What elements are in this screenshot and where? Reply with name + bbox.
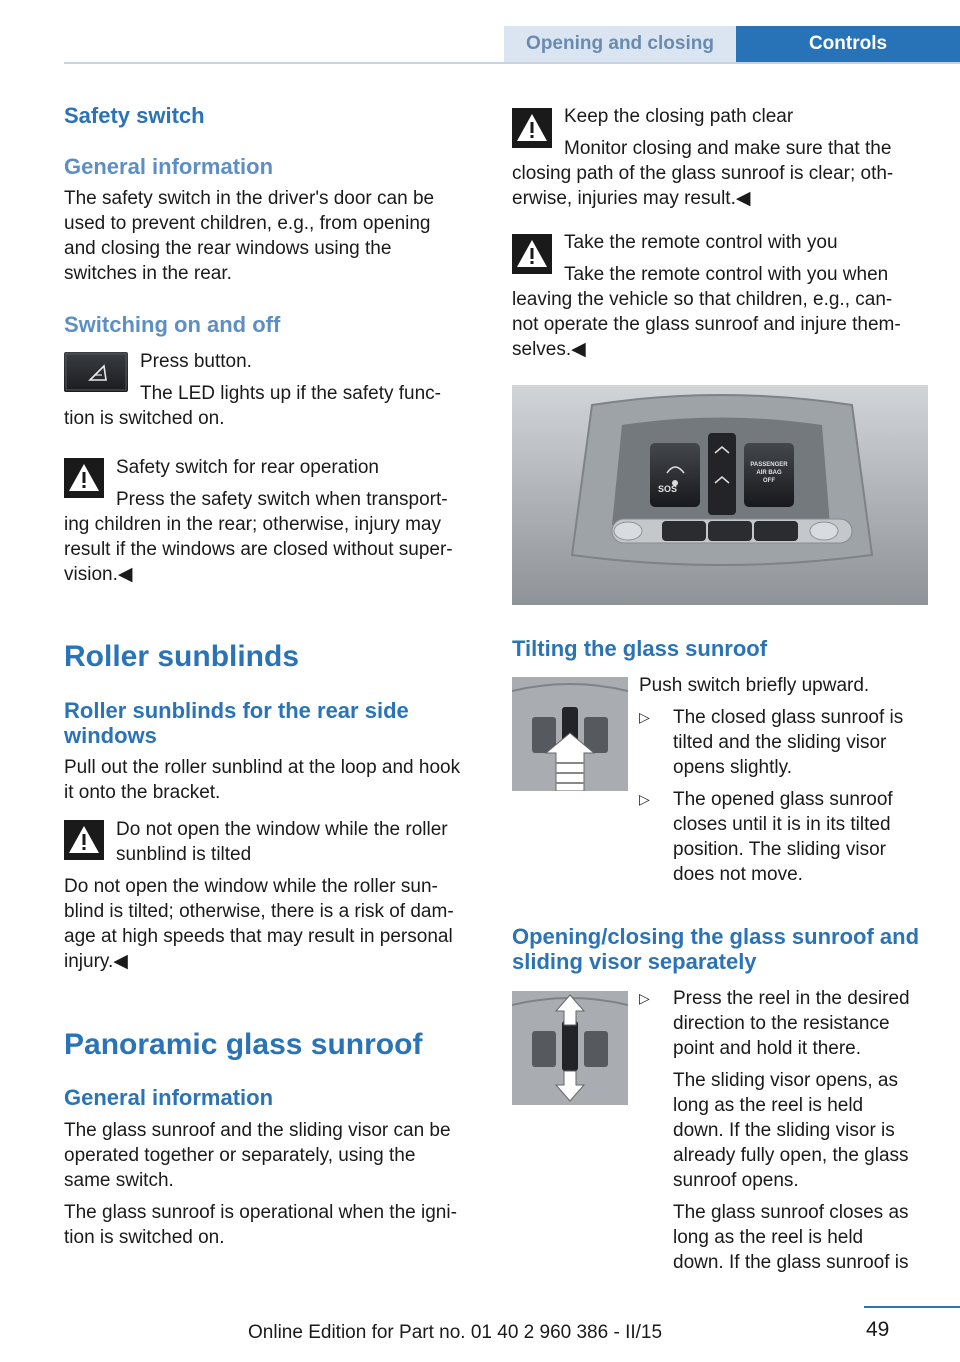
warning-1-line: result if the windows are closed without super-: [64, 539, 453, 560]
warning-4-line: Take the remote control with you when: [564, 264, 889, 285]
pano-text: The glass sunroof is operational when the igni-: [64, 1202, 457, 1223]
window-lock-icon: [64, 352, 128, 392]
open-para-line: down. If the glass sunroof is: [673, 1252, 909, 1273]
warning-3-line: erwise, injuries may result.◀: [512, 188, 751, 209]
tilting-heading: Tilting the glass sunroof: [512, 636, 768, 661]
open-para-line: sunroof opens.: [673, 1170, 799, 1191]
open-para-line: The glass sunroof closes as: [673, 1202, 909, 1223]
footer-rule: [864, 1306, 960, 1308]
warning-1-line: vision.◀: [64, 564, 133, 585]
passenger-airbag-label: [745, 461, 793, 485]
bullet-icon: ▷: [639, 709, 650, 725]
warning-4-line: leaving the vehicle so that children, e.g., can-: [512, 289, 893, 310]
warning-4-title: Take the remote control with you: [564, 232, 838, 253]
pano-text: operated together or separately, using the: [64, 1145, 416, 1166]
general-info-heading: General information: [64, 154, 274, 179]
passenger-label-line: AIR BAG: [756, 470, 782, 476]
roller-text: Pull out the roller sunblind at the loop and hook: [64, 757, 461, 778]
safety-switch-heading: Safety switch: [64, 103, 205, 128]
warning-icon: [512, 108, 552, 148]
warning-icon: [64, 820, 104, 860]
page-number: 49: [866, 1318, 890, 1341]
warning-1-title: Safety switch for rear operation: [116, 457, 379, 478]
tilt-switch-image: [512, 677, 628, 791]
tilt-bullet-line: The closed glass sunroof is: [673, 707, 904, 728]
panoramic-heading: Panoramic glass sunroof: [64, 1028, 423, 1061]
pano-text: same switch.: [64, 1170, 174, 1191]
pano-general-heading: General information: [64, 1085, 274, 1110]
press-button-text: Press button.: [140, 351, 252, 372]
warning-4-line: not operate the glass sunroof and injure them-: [512, 314, 901, 335]
warning-3-line: Monitor closing and make sure that the: [564, 138, 892, 159]
open-bullet-line: point and hold it there.: [673, 1038, 862, 1059]
opening-closing-heading: Opening/closing the glass sunroof and: [512, 924, 920, 949]
switching-heading: Switching on and off: [64, 312, 281, 337]
roller-text: it onto the bracket.: [64, 782, 221, 803]
led-text-1: The LED lights up if the safety func-: [140, 383, 441, 404]
tilt-bullet-line: position. The sliding visor: [673, 839, 886, 860]
open-para-line: down. If the sliding visor is: [673, 1120, 895, 1141]
warning-3-title: Keep the closing path clear: [564, 106, 794, 127]
switch-up-arrow-icon: [512, 677, 628, 791]
bullet-icon: ▷: [639, 990, 650, 1006]
reel-switch-image: [512, 991, 628, 1105]
tilt-bullet-line: opens slightly.: [673, 757, 792, 778]
footer-edition: Online Edition for Part no. 01 40 2 960 386 - II/15: [248, 1322, 663, 1343]
section-tab: Opening and closing: [504, 26, 736, 62]
pano-text: The glass sunroof and the sliding visor can be: [64, 1120, 451, 1141]
bullet-icon: ▷: [639, 791, 650, 807]
warning-2-title: sunblind is tilted: [116, 844, 252, 865]
chapter-tab: Controls: [736, 26, 960, 62]
general-info-text: The safety switch in the driver's door can be used to prevent children, e.g., from opening and closing the rear windows using the switches in the rear.: [64, 188, 435, 284]
roller-sub-heading: Roller sunblinds for the rear side: [64, 698, 409, 723]
opening-closing-heading: sliding visor separately: [512, 949, 757, 974]
open-bullet-line: direction to the resistance: [673, 1013, 890, 1034]
overhead-console-photo: [512, 385, 928, 605]
passenger-label-line: OFF: [763, 478, 775, 484]
warning-2-line: age at high speeds that may result in personal: [64, 926, 453, 947]
switch-up-down-arrow-icon: [512, 991, 628, 1105]
open-bullet-line: Press the reel in the desired: [673, 988, 910, 1009]
warning-1-line: ing children in the rear; otherwise, injury may: [64, 514, 442, 535]
roller-sub-heading: windows: [64, 723, 157, 748]
warning-icon: [64, 458, 104, 498]
open-para-line: already fully open, the glass: [673, 1145, 909, 1166]
open-para-line: long as the reel is held: [673, 1227, 864, 1248]
tilt-bullet-line: does not move.: [673, 864, 803, 885]
tilt-bullet-line: closes until it is in its tilted: [673, 814, 891, 835]
warning-4-line: selves.◀: [512, 339, 586, 360]
led-text-2: tion is switched on.: [64, 408, 225, 429]
warning-2-line: blind is tilted; otherwise, there is a risk of dam-: [64, 901, 454, 922]
sos-label: SOS: [658, 484, 678, 494]
warning-2-title: Do not open the window while the roller: [116, 819, 448, 840]
warning-2-line: Do not open the window while the roller sun-: [64, 876, 438, 897]
tilt-bullet-line: The opened glass sunroof: [673, 789, 893, 810]
header-rule: [64, 62, 960, 64]
warning-2-line: injury.◀: [64, 951, 128, 972]
pano-text: tion is switched on.: [64, 1227, 225, 1248]
passenger-label-line: PASSENGER: [750, 462, 788, 468]
warning-icon: [512, 234, 552, 274]
warning-3-line: closing path of the glass sunroof is clear; oth-: [512, 163, 894, 184]
roller-sunblinds-heading: Roller sunblinds: [64, 640, 300, 673]
safety-switch-button-image: [64, 352, 128, 392]
open-para-line: long as the reel is held: [673, 1095, 864, 1116]
tilt-bullet-line: tilted and the sliding visor: [673, 732, 887, 753]
open-para-line: The sliding visor opens, as: [673, 1070, 898, 1091]
warning-1-line: Press the safety switch when transport-: [116, 489, 448, 510]
tilt-text: Push switch briefly upward.: [639, 675, 870, 696]
